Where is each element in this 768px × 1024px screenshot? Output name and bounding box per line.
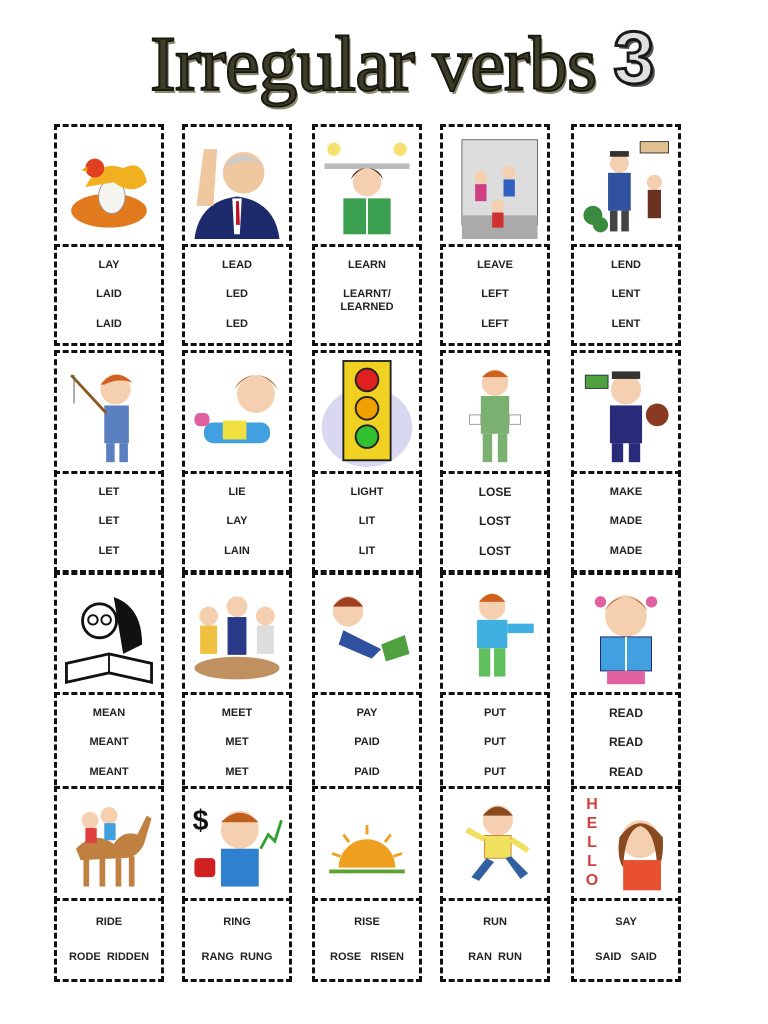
base-form: LOSE	[478, 485, 512, 500]
man-reading-book-icon	[57, 575, 161, 695]
past-forms: SAID SAID	[595, 951, 657, 963]
sun-rising-icon	[315, 789, 419, 899]
base-form: RISE	[354, 916, 380, 928]
children-leaving-school-icon	[443, 127, 547, 247]
verb-card-mean	[54, 692, 164, 794]
base-form: LEAVE	[477, 259, 513, 272]
base-form: SAY	[615, 916, 637, 928]
base-form: LIE	[228, 486, 246, 499]
past-participle: LOST	[479, 543, 511, 558]
picture-card-pay	[312, 572, 422, 698]
picture-card-make	[571, 350, 681, 476]
past-simple: LIT	[358, 515, 376, 528]
svg-text:$: $	[192, 804, 209, 837]
picture-card-put	[440, 572, 550, 698]
picture-card-lend	[571, 124, 681, 250]
base-form: LAY	[98, 259, 120, 272]
base-form: RING	[223, 916, 251, 928]
picture-card-lose	[440, 350, 550, 476]
past-simple: MET	[225, 736, 249, 749]
past-simple: PAID	[354, 736, 380, 749]
past-forms: RANG RUNG	[201, 951, 273, 963]
leader-waving-icon	[185, 127, 289, 247]
base-form: READ	[608, 706, 643, 721]
base-form: LEAD	[222, 259, 252, 272]
verb-card-read	[571, 692, 681, 794]
picture-card-lead	[182, 124, 292, 250]
picture-card-ring	[182, 786, 292, 902]
picture-card-read	[571, 572, 681, 698]
verb-card-lend	[571, 244, 681, 346]
base-form: LET	[98, 486, 120, 499]
verb-card-lay	[54, 244, 164, 346]
past-participle: LENT	[611, 317, 641, 330]
children-riding-camel-icon	[57, 789, 161, 899]
verb-card-ride	[54, 898, 164, 982]
verb-card-make	[571, 471, 681, 573]
past-simple: READ	[608, 735, 643, 750]
picture-card-meet	[182, 572, 292, 698]
past-forms: RAN RUN	[468, 951, 522, 963]
girl-reading-book-icon	[574, 575, 678, 695]
verb-card-put	[440, 692, 550, 794]
past-participle: MEANT	[89, 765, 129, 778]
picture-card-rise	[312, 786, 422, 902]
past-participle: LIT	[358, 544, 376, 557]
hello-picture-text: HELLO	[585, 796, 599, 889]
set-number: 3	[613, 16, 655, 99]
boy-running-icon	[443, 789, 547, 899]
picture-card-let	[54, 350, 164, 476]
picture-card-ride	[54, 786, 164, 902]
past-simple: LOST	[479, 514, 511, 529]
verb-card-say	[571, 898, 681, 982]
verb-card-rise	[312, 898, 422, 982]
past-participle: LEFT	[481, 317, 509, 330]
base-form: MEET	[221, 707, 253, 720]
picture-card-learn	[312, 124, 422, 250]
past-participle: PAID	[354, 765, 380, 778]
girl-reading-icon	[315, 127, 419, 247]
picture-card-run	[440, 786, 550, 902]
base-form: RUN	[483, 916, 507, 928]
page-title: Irregular verbs	[150, 20, 597, 107]
verb-card-ring	[182, 898, 292, 982]
base-form: LEARN	[348, 259, 386, 272]
past-participle: LET	[98, 544, 120, 557]
hen-nest-icon	[57, 127, 161, 247]
base-form: PAY	[356, 707, 378, 720]
past-simple: LEFT	[481, 288, 509, 301]
picture-card-light	[312, 350, 422, 476]
past-participle: LAID	[96, 317, 122, 330]
verb-card-lose	[440, 471, 550, 573]
past-simple: MEANT	[89, 736, 129, 749]
traffic-light-icon	[315, 353, 419, 473]
base-form: LIGHT	[350, 486, 384, 499]
past-forms: RODE RIDDEN	[68, 951, 150, 963]
past-participle: MET	[225, 765, 249, 778]
picture-card-lay	[54, 124, 164, 250]
base-form: LEND	[611, 259, 641, 272]
base-form: MEAN	[92, 707, 126, 720]
verb-card-meet	[182, 692, 292, 794]
child-putting-coat-icon	[443, 575, 547, 695]
businessman-money-icon	[574, 353, 678, 473]
picture-card-lie	[182, 350, 292, 476]
girl-lying-icon	[185, 353, 289, 473]
past-simple: PUT	[484, 736, 506, 749]
past-simple: LET	[98, 515, 120, 528]
past-simple: LED	[226, 288, 248, 301]
past-participle: LED	[226, 317, 248, 330]
past-simple: LAY	[226, 515, 248, 528]
base-form: MAKE	[609, 486, 643, 499]
picture-card-leave	[440, 124, 550, 250]
verb-card-run	[440, 898, 550, 982]
picture-card-mean	[54, 572, 164, 698]
past-simple: LENT	[611, 288, 641, 301]
picture-card-say	[571, 786, 681, 902]
past-simple: MADE	[609, 515, 643, 528]
man-lending-money-icon	[574, 127, 678, 247]
past-participle: READ	[608, 764, 643, 779]
past-simple: LAID	[96, 288, 122, 301]
people-meeting-icon	[185, 575, 289, 695]
base-form: RIDE	[95, 916, 123, 928]
verb-card-let	[54, 471, 164, 573]
girl-saying-hello-icon	[574, 789, 678, 899]
man-phone-ringing-icon	[185, 789, 289, 899]
past-participle: MADE	[609, 544, 643, 557]
boy-fishing-icon	[57, 353, 161, 473]
verb-card-light	[312, 471, 422, 573]
verb-card-lead	[182, 244, 292, 346]
man-paying-icon	[315, 575, 419, 695]
verb-card-learn	[312, 244, 422, 346]
past-participle: PUT	[484, 765, 506, 778]
verb-card-leave	[440, 244, 550, 346]
past-participle: LAIN	[224, 544, 250, 557]
sad-man-empty-pockets-icon	[443, 353, 547, 473]
base-form: PUT	[484, 707, 506, 720]
verb-card-pay	[312, 692, 422, 794]
past-forms: LEARNT/ LEARNED	[340, 288, 394, 314]
past-forms: ROSE RISEN	[330, 951, 404, 963]
verb-card-lie	[182, 471, 292, 573]
